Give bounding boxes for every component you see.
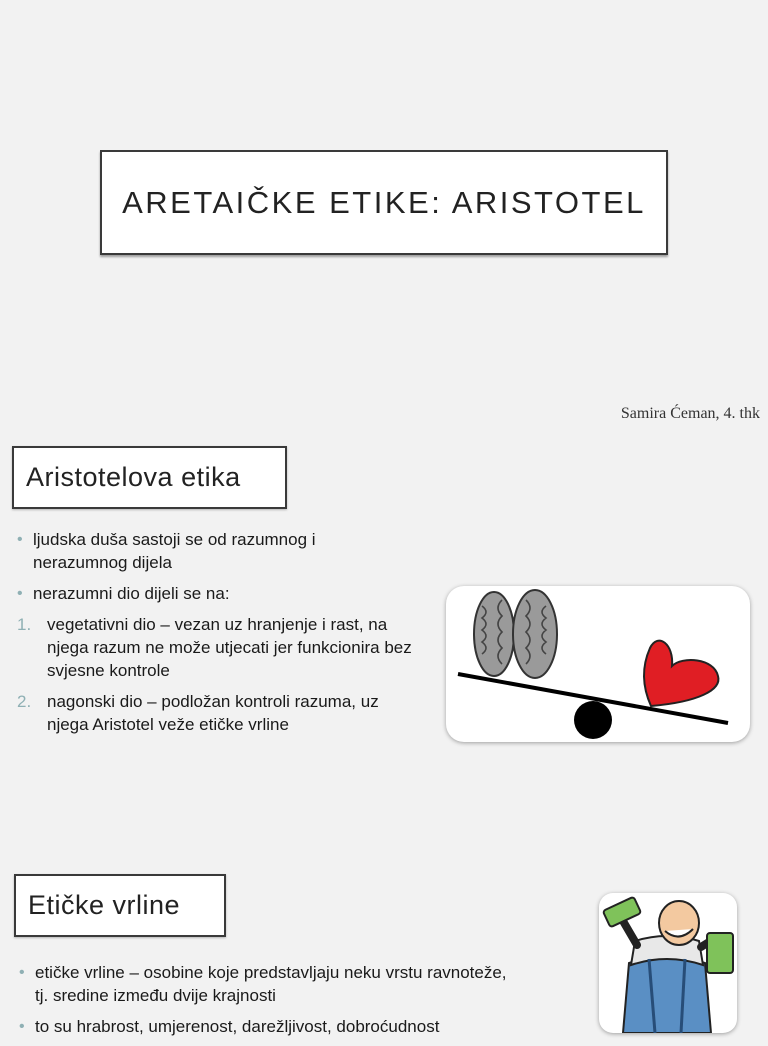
money-left (603, 897, 641, 928)
numbered-item (17, 613, 413, 682)
section-heading: Etičke vrline (28, 890, 181, 920)
balance-illustration (446, 586, 750, 742)
list-item-text: vegetativni dio – vezan uz hranjenje i rast, na njega razum ne može utjecati jer funkcionira bez svjesne kontrole (47, 615, 412, 680)
item-number: 1. (17, 615, 32, 634)
section-heading-box (14, 874, 226, 937)
man-with-money-icon (599, 893, 737, 1033)
left-arm (623, 921, 637, 945)
list-item (17, 528, 413, 574)
bullet-list (19, 961, 515, 1046)
brain-shape (474, 590, 557, 678)
slide-title: ARETAIČKE ETIKE: ARISTOTEL (122, 184, 646, 220)
bullet-list (17, 528, 413, 744)
head-shape (659, 901, 699, 945)
list-item (19, 1015, 515, 1038)
list-item (19, 961, 515, 1007)
list-item-text: etičke vrline – osobine koje predstavljaju neku vrstu ravnoteže, tj. sredine između dvije krajnosti (35, 963, 507, 1005)
brain-heart-balance-icon (446, 586, 750, 742)
bullet-icon: • (19, 964, 25, 981)
fulcrum-circle (574, 701, 612, 739)
bullet-icon: • (17, 585, 23, 602)
list-item-text: nerazumni dio dijeli se na: (33, 584, 230, 603)
heart-shape (644, 641, 718, 706)
overalls-shape (623, 956, 711, 1034)
bullet-icon: • (17, 531, 23, 548)
section-heading-box (12, 446, 287, 509)
author-credit: Samira Ćeman, 4. thk (620, 405, 760, 422)
bullet-icon: • (19, 1018, 25, 1035)
list-item-text: to su hrabrost, umjerenost, darežljivost, dobroćudnost (35, 1017, 440, 1036)
list-item-text: ljudska duša sastoji se od razumnog i nerazumnog dijela (33, 530, 316, 572)
list-item-text: nagonski dio – podložan kontroli razuma, uz njega Aristotel veže etičke vrline (47, 692, 379, 734)
money-man-illustration (599, 893, 737, 1033)
item-number: 2. (17, 692, 32, 711)
section-heading: Aristotelova etika (26, 462, 241, 492)
money-right (707, 933, 733, 973)
title-box (100, 150, 668, 255)
numbered-item (17, 690, 413, 736)
list-item (17, 582, 413, 605)
